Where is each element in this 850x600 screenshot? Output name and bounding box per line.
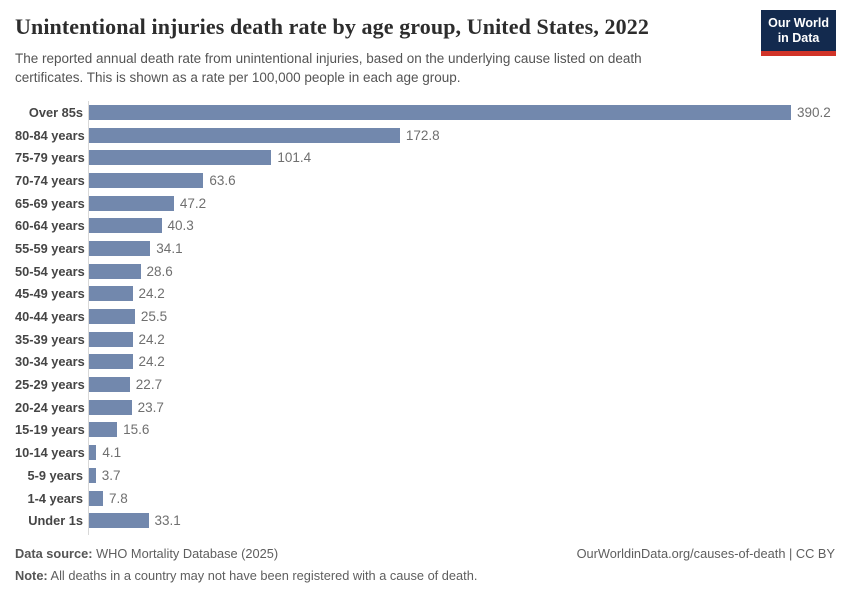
- value-label: 23.7: [137, 399, 164, 415]
- bar: [89, 241, 150, 256]
- owid-logo-line-1: Our World: [768, 16, 829, 30]
- chart-row: [15, 305, 835, 328]
- page-title: Unintentional injuries death rate by age group, United States, 2022: [15, 14, 649, 39]
- data-source-label: Data source:: [15, 546, 93, 561]
- chart-row: [15, 419, 835, 442]
- bar: [89, 445, 96, 460]
- bar: [89, 218, 162, 233]
- bar: [89, 332, 133, 347]
- bar: [89, 377, 130, 392]
- category-label: 50-54 years: [15, 263, 85, 279]
- category-label: 75-79 years: [15, 150, 85, 166]
- value-label: 172.8: [405, 127, 440, 143]
- chart-row: [15, 146, 835, 169]
- chart-subtitle: [15, 49, 760, 87]
- value-label: 63.6: [209, 172, 236, 188]
- category-label: 70-74 years: [15, 172, 85, 188]
- footer-note-line: [15, 565, 835, 587]
- value-label: 28.6: [146, 263, 173, 279]
- bar-track: [88, 192, 835, 215]
- bar: [89, 196, 174, 211]
- category-label: Over 85s: [28, 104, 83, 120]
- bar: [89, 150, 271, 165]
- category-label: 55-59 years: [15, 240, 85, 256]
- value-label: 4.1: [102, 445, 122, 461]
- footer-source-line: [15, 543, 835, 565]
- bar-track: [88, 124, 835, 147]
- bar-track: [88, 260, 835, 283]
- bar-track: [88, 101, 835, 124]
- value-label: 22.7: [135, 377, 163, 393]
- bar: [89, 422, 117, 437]
- bar: [89, 309, 135, 324]
- chart-row: [15, 487, 835, 510]
- credit-text: OurWorldinData.org/causes-of-death | CC BY: [576, 546, 835, 561]
- category-label: 80-84 years: [15, 127, 85, 143]
- chart-row: [15, 101, 835, 124]
- category-label: 35-39 years: [15, 331, 85, 347]
- data-source-text: WHO Mortality Database (2025): [92, 546, 279, 561]
- chart-row: [15, 192, 835, 215]
- chart-row: [15, 373, 835, 396]
- chart-rows: [15, 101, 835, 532]
- category-label: 30-34 years: [15, 354, 85, 370]
- value-label: 101.4: [277, 150, 312, 166]
- value-label: 15.6: [123, 422, 150, 438]
- bar: [89, 105, 791, 120]
- axis-line-tail: [88, 532, 835, 535]
- chart-row: [15, 124, 835, 147]
- note-label: Note:: [15, 568, 48, 583]
- chart-row: [15, 283, 835, 306]
- bar-track: [88, 328, 835, 351]
- chart-header: [15, 14, 760, 87]
- bar-track: [88, 396, 835, 419]
- category-label: 20-24 years: [15, 399, 85, 415]
- category-label: 60-64 years: [15, 218, 85, 234]
- bar: [89, 491, 103, 506]
- chart-row: [15, 509, 835, 532]
- chart-row: [15, 464, 835, 487]
- category-label: 65-69 years: [15, 195, 85, 211]
- category-label: 25-29 years: [15, 377, 85, 393]
- category-label: 1-4 years: [27, 490, 83, 506]
- bar-track: [88, 464, 835, 487]
- bar-track: [88, 509, 835, 532]
- value-label: 47.2: [179, 195, 207, 211]
- value-label: 7.8: [109, 490, 128, 506]
- chart-row: [15, 214, 835, 237]
- value-label: 3.7: [101, 467, 121, 483]
- owid-logo-line-2: in Data: [777, 31, 820, 45]
- bar-track: [88, 305, 835, 328]
- value-label: 24.2: [138, 354, 165, 370]
- bar-track: [88, 146, 835, 169]
- chart-row: [15, 396, 835, 419]
- bar-track: [88, 419, 835, 442]
- bar-chart: [15, 101, 835, 535]
- chart-row: [15, 441, 835, 464]
- note-text: All deaths in a country may not have been registered with a cause of death.: [47, 568, 478, 583]
- chart-row: [15, 237, 835, 260]
- value-label: 40.3: [167, 218, 194, 234]
- bar: [89, 286, 133, 301]
- value-label: 24.2: [138, 331, 165, 347]
- owid-logo: [761, 10, 836, 56]
- bar: [89, 354, 133, 369]
- value-label: 24.2: [138, 286, 165, 302]
- bar: [89, 128, 400, 143]
- bar: [89, 173, 203, 188]
- bar-track: [88, 169, 835, 192]
- value-label: 390.2: [797, 104, 831, 120]
- bar-track: [88, 373, 835, 396]
- bar-track: [88, 351, 835, 374]
- chart-footer: [15, 543, 835, 587]
- bar: [89, 400, 132, 415]
- bar: [89, 513, 149, 528]
- chart-row: [15, 260, 835, 283]
- bar-track: [88, 237, 835, 260]
- bar: [89, 264, 141, 279]
- category-label: 45-49 years: [15, 286, 85, 302]
- category-label: 5-9 years: [27, 467, 83, 483]
- category-label: 15-19 years: [15, 422, 85, 438]
- bar-track: [88, 283, 835, 306]
- category-label: Under 1s: [28, 513, 83, 529]
- value-label: 33.1: [154, 513, 181, 529]
- chart-row: [15, 351, 835, 374]
- chart-row: [15, 328, 835, 351]
- bar-track: [88, 214, 835, 237]
- bar-track: [88, 487, 835, 510]
- subtitle-line-1: The reported annual death rate from unintentional injuries, based on the underlying cause listed on death: [15, 51, 642, 66]
- bar: [89, 468, 96, 483]
- chart-row: [15, 169, 835, 192]
- data-source: [15, 543, 278, 565]
- category-label: 40-44 years: [15, 309, 85, 325]
- bar-track: [88, 441, 835, 464]
- value-label: 25.5: [140, 309, 168, 325]
- value-label: 34.1: [156, 240, 183, 256]
- category-label: 10-14 years: [15, 445, 85, 461]
- subtitle-line-2: certificates. This is shown as a rate per 100,000 people in each age group.: [15, 70, 461, 85]
